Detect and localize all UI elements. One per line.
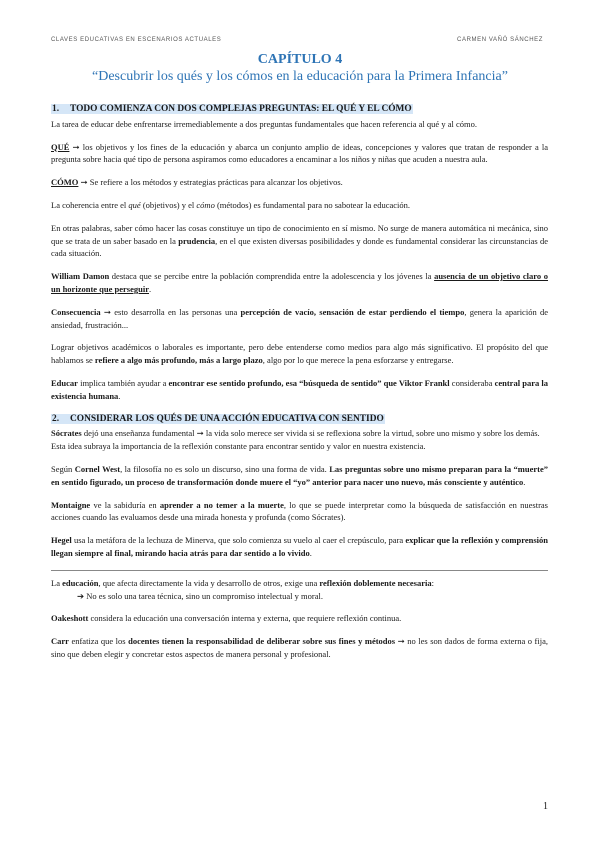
chapter-title: CAPÍTULO 4: [257, 52, 343, 67]
running-header-right: CARMEN VAÑÓ SÁNCHEZ: [457, 37, 543, 43]
paragraph: [51, 612, 548, 625]
text-run: (objetivos) y el: [140, 199, 197, 210]
bold-run: Carr: [51, 636, 69, 647]
text-run: La: [51, 577, 63, 588]
section-title: CONSIDERAR LOS QUÉS DE UNA ACCIÓN EDUCATIVA CON SENTIDO: [70, 413, 384, 424]
running-header-left: CLAVES EDUCATIVAS EN ESCENARIOS ACTUALES: [51, 37, 222, 43]
bold-run: educación: [62, 577, 99, 588]
text-run: :: [431, 577, 434, 588]
bold-run: encontrar ese sentido profundo, esa “búsqueda de sentido” que Viktor Frankl: [168, 377, 450, 388]
text-run: consideraba: [449, 377, 495, 388]
bold-run: prudencia: [178, 235, 216, 246]
bold-run: William Damon: [51, 271, 110, 282]
text-run: , lo que se puede interpretar como la búsqueda de satisfacción en nuestras acciones cuando las evaluamos desde una mirada honesta y profunda (como Sócrates).: [51, 499, 548, 523]
horizontal-rule: [51, 570, 548, 571]
chapter-subtitle: “Descubrir los qués y los cómos en la educación para la Primera Infancia”: [92, 69, 508, 84]
paragraph: [51, 377, 548, 403]
paragraph-que: [51, 141, 548, 167]
bullet-item: ➔ No es solo una tarea técnica, sino un compromiso intelectual y moral.: [77, 590, 323, 601]
bold-run: Consecuencia: [51, 306, 101, 317]
bold-run: refiere a algo más profundo, más a largo plazo: [94, 355, 263, 366]
text-run: .: [309, 547, 312, 558]
section-heading-2: [51, 413, 548, 426]
text-run: dejó una enseñanza fundamental ➞ la vida solo merece ser vivida si se reflexiona sobre la virtud, sobre uno mismo y sobre los demás.: [81, 428, 540, 439]
term-que: QUÉ: [51, 141, 70, 152]
text-run: Según: [51, 463, 75, 474]
text-run: , genera la aparición de ansiedad, frustración...: [51, 306, 548, 330]
text-run: ➞ esto desarrolla en las personas una: [100, 306, 241, 317]
section-number: 2.: [52, 413, 60, 424]
text-run: .: [149, 283, 152, 294]
text-run: , en el que existen diversas posibilidades y donde es fundamental considerar las circunstancias de cada situación.: [51, 235, 548, 259]
bold-run: Montaigne: [51, 499, 91, 510]
document-body: [51, 98, 548, 671]
text-run: ➞ Se refiere a los métodos y estrategias prácticas para alcanzar los objetivos.: [78, 177, 343, 188]
text-run: usa la metáfora de la lechuza de Minerva, que solo comienza su vuelo al caer el crepúsculo, para: [71, 535, 406, 546]
bold-run: Hegel: [51, 535, 72, 546]
paragraph: [51, 199, 548, 212]
section-heading-highlight: [51, 414, 385, 424]
bold-run: Educar: [51, 377, 78, 388]
term-como: CÓMO: [51, 177, 79, 188]
paragraph: [51, 341, 548, 367]
text-run: , algo por lo que merece la pena esforzarse y entregarse.: [262, 355, 454, 366]
paragraph: [51, 499, 548, 525]
page-number: 1: [543, 801, 548, 812]
text-run: .: [118, 390, 121, 401]
bold-run: aprender a no temer a la muerte: [159, 499, 284, 510]
bold-underline-run: ausencia de un objetivo claro o un horizonte que perseguir: [51, 271, 549, 294]
text-run: ➞ los objetivos y los fines de la educación y abarca un conjunto amplio de ideas, concepciones y valores que tratan de responder a la pregunta sobre hacia qué tipo de persona aspiramos como educadores a encaminar a los niños y niñas que acuden a nuestra aula.: [51, 141, 548, 165]
text-run: ve la sabiduría en: [90, 499, 160, 510]
paragraph: [51, 635, 548, 661]
text-run: Esta idea subraya la importancia de la reflexión constante para encontrar sentido y valor en nuestra existencia.: [51, 441, 426, 452]
italic-run: qué: [128, 199, 141, 210]
section-number: 1.: [52, 104, 60, 114]
section-heading-highlight: [51, 104, 413, 114]
bold-run: Oakeshott: [51, 613, 89, 624]
paragraph: [51, 534, 548, 560]
text-run: La tarea de educar debe enfrentarse irremediablemente a dos preguntas fundamentales que hacen referencia al qué y al cómo.: [51, 118, 477, 129]
paragraph: [51, 222, 548, 260]
text-run: , que afecta directamente la vida y desarrollo de otros, exige una: [98, 577, 320, 588]
text-run: (métodos) es fundamental para no sabotear la educación.: [214, 199, 411, 210]
text-run: destaca que se percibe entre la población comprendida entre la adolescencia y los jóvenes la: [109, 271, 435, 282]
bold-run: percepción de vacío, sensación de estar perdiendo el tiempo: [240, 306, 465, 317]
section-heading-1: [51, 103, 548, 116]
bold-run: docentes tienen la responsabilidad de deliberar sobre sus fines y métodos: [128, 636, 396, 647]
paragraph-como: [51, 176, 548, 189]
section-title: TODO COMIENZA CON DOS COMPLEJAS PREGUNTAS: EL QUÉ Y EL CÓMO: [70, 104, 412, 114]
text-run: Lograr objetivos académicos o laborales es importante, pero debe entenderse como medios para algo más significativo. El propósito del que hablamos se: [51, 342, 548, 366]
bold-run: Cornel West: [74, 463, 121, 474]
paragraph: [51, 463, 548, 489]
text-run: .: [523, 476, 526, 487]
text-run: ➞ no les son dados de forma externa o fija, sino que deben elegir y concretar estos aspectos de manera personal y profesional.: [51, 636, 549, 659]
text-run: considera la educación una conversación interna y externa, que requiere reflexión continua.: [88, 613, 402, 624]
bold-run: Las preguntas sobre uno mismo preparan para la “muerte” en sentido figurado, un proceso de transformación donde muere el “yo” anterior para nacer uno nuevo, más consciente y auténtico: [51, 463, 549, 487]
paragraph: [51, 270, 548, 296]
paragraph: [51, 306, 548, 332]
text-run: enfatiza que los: [68, 636, 129, 647]
paragraph: [51, 118, 548, 131]
bold-run: reflexión doblemente necesaria: [319, 577, 432, 588]
paragraph: [51, 440, 548, 453]
text-run: La coherencia entre el: [51, 199, 129, 210]
paragraph: [51, 427, 548, 440]
bold-run: explicar que la reflexión y comprensión llegan siempre al final, mirando hacia atrás para dar sentido a lo vivido: [51, 535, 549, 558]
text-run: implica también ayudar a: [77, 377, 169, 388]
bold-run: central para la existencia humana: [51, 377, 548, 401]
text-run: , la filosofía no es solo un discurso, sino una forma de vida.: [120, 463, 330, 474]
bold-run: Sócrates: [51, 428, 82, 439]
text-run: En otras palabras, saber cómo hacer las cosas constituye un tipo de conocimiento en sí mismo. No surge de manera automática ni mecánica, sino que se trata de un saber basado en la: [51, 222, 548, 246]
italic-run: cómo: [196, 199, 215, 210]
paragraph: [51, 577, 548, 590]
